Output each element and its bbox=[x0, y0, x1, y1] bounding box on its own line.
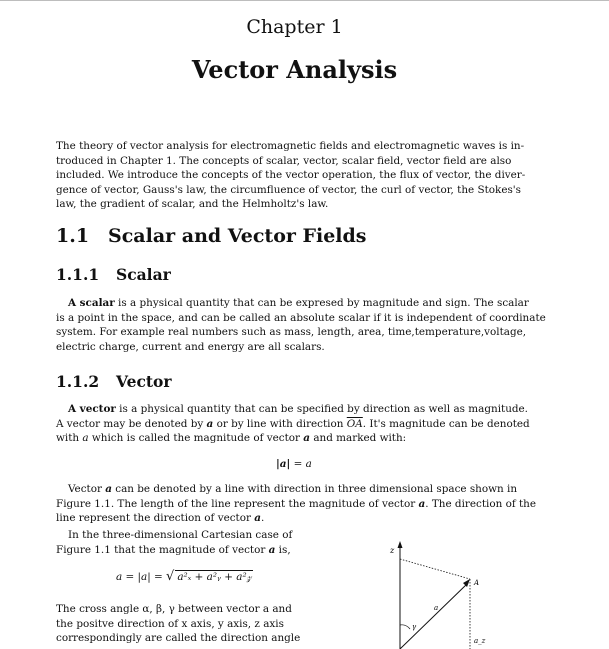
direction-angle-line: the positve direction of x axis, y axis, z axis bbox=[56, 617, 284, 630]
subsection-heading-scalar bbox=[56, 265, 171, 284]
scalar-paragraph bbox=[56, 296, 546, 354]
abstract-line: included. We introduce the concepts of the vector operation, the flux of vector, the diver- bbox=[56, 169, 526, 182]
scalar-text: is a physical quantity that can be expresed by magnitude and sign. The scalar bbox=[114, 297, 529, 309]
scalar-term: A scalar bbox=[68, 297, 115, 309]
equation-lhs: |a| bbox=[276, 458, 291, 470]
scalar-line bbox=[56, 296, 534, 311]
cartesian-paragraph bbox=[56, 528, 302, 557]
directed-segment-symbol: $\overline{OA}$ bbox=[346, 417, 363, 430]
subsection-heading-vector bbox=[56, 372, 172, 391]
magnitude-symbol: a bbox=[82, 432, 89, 445]
projection-line bbox=[400, 559, 470, 579]
cartesian-magnitude-equation: a = |a| = √ a²ₓ + a²ᵧ + a²𝓏 bbox=[116, 569, 252, 584]
vector-symbol: a bbox=[206, 417, 214, 430]
gamma-arc bbox=[400, 625, 410, 629]
vector-symbol: a bbox=[254, 512, 261, 525]
page-top-rule bbox=[0, 0, 609, 1]
vector-symbol: a bbox=[303, 432, 311, 445]
vector-description-line: line represent the direction of vector a. bbox=[56, 512, 265, 525]
vector-line: with a which is called the magnitude of vector a and marked with: bbox=[56, 432, 407, 445]
subsection-title: Vector bbox=[116, 372, 172, 391]
section-number: 1.1 bbox=[56, 225, 90, 247]
vector-symbol: a bbox=[418, 497, 426, 510]
scalar-line: is a point in the space, and can be called an absolute scalar if it is independent of coordinate bbox=[56, 311, 546, 324]
vector-description-line: Figure 1.1. The length of the line represent the magnitude of vector a. The direction of the bbox=[56, 497, 536, 510]
vector-figure bbox=[370, 535, 550, 649]
chapter-title: Vector Analysis bbox=[191, 55, 398, 84]
z-axis-arrowhead bbox=[398, 541, 403, 548]
gamma-label: γ bbox=[412, 623, 417, 631]
vector-line: A vector may be denoted by a or by line with direction $\overline{OA}$. It's magnitude can be denoted bbox=[56, 417, 530, 430]
vector-a-arrowhead bbox=[463, 579, 470, 587]
subsection-title: Scalar bbox=[116, 265, 171, 284]
equation-lhs: a = |a| = bbox=[116, 571, 167, 583]
vector-line: A vector is a physical quantity that can be specified by direction as well as magnitude. bbox=[68, 403, 528, 415]
abstract-line: gence of vector, Gauss's law, the circumfluence of vector, the curl of vector, the Stokes's bbox=[56, 183, 521, 196]
subsection-number: 1.1.2 bbox=[56, 372, 100, 391]
direction-angle-paragraph bbox=[56, 602, 302, 646]
chapter-abstract bbox=[56, 139, 534, 212]
cartesian-line: Figure 1.1 that the magnitude of vector a is, bbox=[56, 543, 291, 556]
cartesian-line: In the three-dimensional Cartesian case of bbox=[68, 529, 293, 541]
scalar-line: electric charge, current and energy are all scalars. bbox=[56, 340, 325, 353]
equation-rhs: = a bbox=[290, 458, 312, 470]
abstract-line: troduced in Chapter 1. The concepts of scalar, vector, scalar field, vector field are also bbox=[56, 154, 512, 167]
z-axis-label: z bbox=[390, 546, 395, 555]
vector-paragraph bbox=[56, 402, 534, 446]
abstract-line: law, the gradient of scalar, and the Helmholtz's law. bbox=[56, 198, 329, 211]
vector-symbol: a bbox=[268, 543, 276, 556]
abstract-line: The theory of vector analysis for electromagnetic fields and electromagnetic waves is in- bbox=[56, 140, 525, 152]
az-label: a_z bbox=[474, 637, 486, 645]
section-title: Scalar and Vector Fields bbox=[108, 225, 367, 247]
direction-angle-line: The cross angle α, β, γ between vector a and bbox=[56, 603, 292, 615]
magnitude-equation bbox=[276, 458, 312, 470]
section-heading bbox=[56, 225, 367, 247]
vector-description-paragraph bbox=[56, 482, 534, 526]
point-a-label: A bbox=[474, 579, 480, 587]
subsection-number: 1.1.1 bbox=[56, 265, 100, 284]
vector-a-label: a bbox=[434, 604, 439, 612]
vector-term: A vector bbox=[68, 403, 116, 415]
direction-angle-line: correspondingly are called the direction angle bbox=[56, 632, 301, 645]
equation-radicand: a²ₓ + a²ᵧ + a²𝓏 bbox=[177, 571, 252, 583]
vector-symbol: a bbox=[105, 483, 112, 495]
vector-description-line: Vector a can be denoted by a line with direction in three dimensional space shown in bbox=[68, 483, 518, 495]
vector-a-line bbox=[400, 583, 468, 649]
scalar-line: system. For example real numbers such as mass, length, area, time,temperature,voltage, bbox=[56, 326, 527, 339]
chapter-label: Chapter 1 bbox=[246, 16, 343, 38]
